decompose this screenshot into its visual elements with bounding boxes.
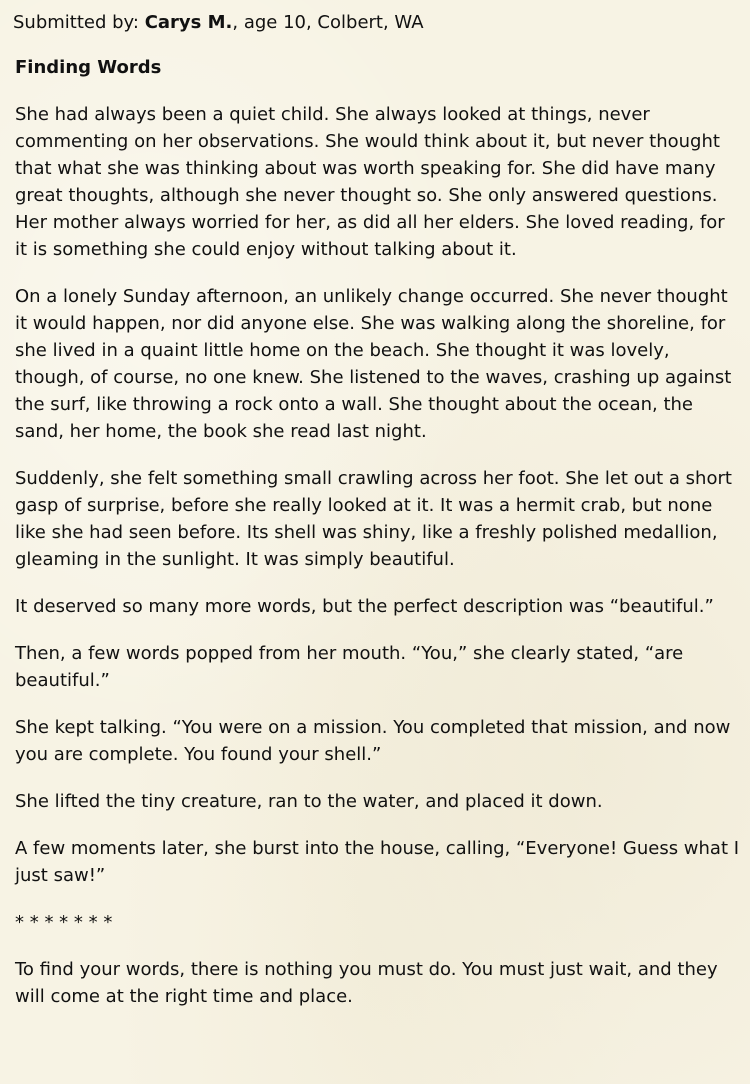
story-paragraph: She lifted the tiny creature, ran to the water, and placed it down. [15, 791, 603, 812]
author-name: Carys M. [144, 12, 233, 33]
story-paragraph: She had always been a quiet child. She always looked at things, never commenting on her observations. She would think about it, but never thought that what she was thinking about was worth speaking for. She did have many great thoughts, although she never thought so. She only answered questions. Her mother always worried for her, as did all her elders. She loved reading, for it is something she could enjoy without talking about it. [15, 104, 725, 260]
byline-prefix: Submitted by: [13, 12, 145, 33]
story-paragraph: A few moments later, she burst into the house, calling, “Everyone! Guess what I just saw!” [15, 838, 740, 886]
story-paragraph: She kept talking. “You were on a mission. You completed that mission, and now you are complete. You found your shell.” [15, 717, 731, 765]
submission-byline [13, 9, 740, 36]
byline-details: , age 10, Colbert, WA [232, 12, 424, 33]
story-paragraph: Suddenly, she felt something small crawling across her foot. She let out a short gasp of surprise, before she really looked at it. It was a hermit crab, but none like she had seen before. Its shell was shiny, like a freshly polished medallion, gleaming in the sunlight. It was simply beautiful. [15, 468, 732, 570]
story-paragraph: To find your words, there is nothing you must do. You must just wait, and they will come at the right time and place. [15, 959, 718, 1007]
story-title: Finding Words [15, 57, 162, 78]
section-separator: * * * * * * * [15, 912, 113, 933]
story-paragraph: On a lonely Sunday afternoon, an unlikely change occurred. She never thought it would happen, nor did anyone else. She was walking along the shoreline, for she lived in a quaint little home on the beach. She thought it was lovely, though, of course, no one knew. She listened to the waves, crashing up against the surf, like throwing a rock onto a wall. She thought about the ocean, the sand, her home, the book she read last night. [15, 286, 732, 442]
story-paragraph: It deserved so many more words, but the perfect description was “beautiful.” [15, 596, 714, 617]
story-paragraph: Then, a few words popped from her mouth. “You,” she clearly stated, “are beautiful.” [15, 643, 684, 691]
story [15, 54, 740, 1010]
